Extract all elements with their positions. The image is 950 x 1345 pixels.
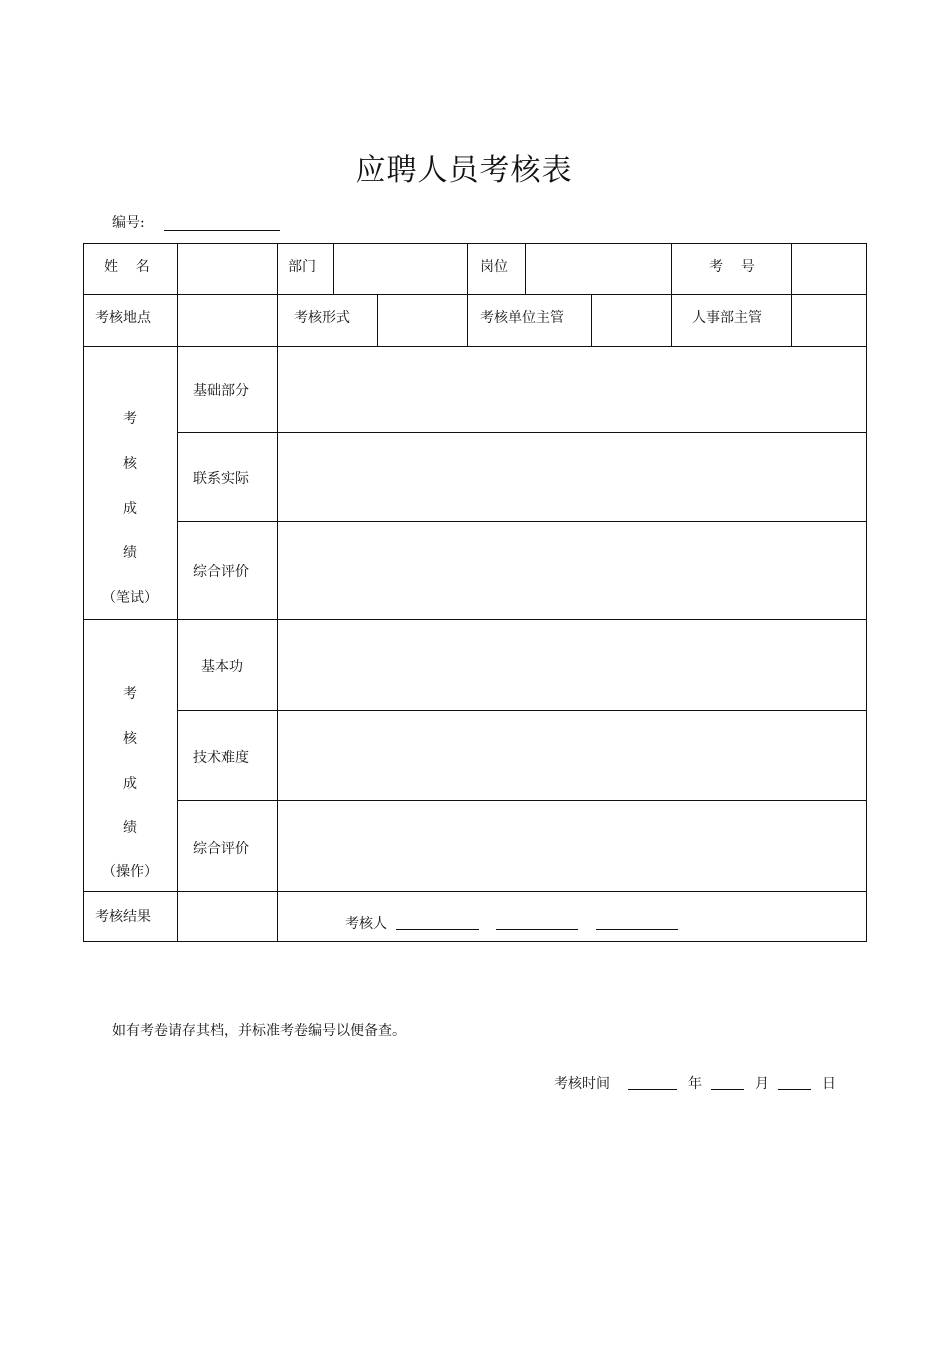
group-char: （笔试）: [102, 590, 158, 606]
technical-difficulty-label: 技术难度: [193, 750, 249, 766]
page-title: 应聘人员考核表: [355, 153, 573, 188]
unit-supervisor-field[interactable]: [592, 295, 671, 346]
year-input-line[interactable]: [628, 1089, 677, 1090]
unit-supervisor-label: 考核单位主管: [480, 310, 564, 326]
col-divider: [467, 243, 468, 346]
practical-overall-label: 综合评价: [193, 841, 249, 857]
basics-label: 基础部分: [193, 383, 249, 399]
exam-number-label: 考 号: [709, 259, 755, 275]
table-border-right: [866, 243, 867, 942]
exam-date-label: 考核时间: [554, 1076, 610, 1092]
group-char: 考: [123, 686, 137, 702]
examiner-label: 考核人: [345, 916, 387, 932]
serial-label: 编号:: [112, 215, 145, 231]
position-field[interactable]: [526, 244, 671, 294]
practical-overall-field[interactable]: [278, 801, 866, 891]
written-overall-label: 综合评价: [193, 564, 249, 580]
hr-supervisor-label: 人事部主管: [692, 310, 762, 326]
hr-supervisor-field[interactable]: [792, 295, 866, 346]
practical-application-label: 联系实际: [193, 471, 249, 487]
basics-field[interactable]: [278, 347, 866, 432]
exam-location-field[interactable]: [178, 295, 277, 346]
name-field[interactable]: [178, 244, 277, 294]
examiner-signature-line[interactable]: [396, 929, 479, 930]
month-label: 月: [755, 1076, 769, 1092]
position-label: 岗位: [480, 259, 508, 275]
col-divider: [671, 243, 672, 346]
table-border-bottom: [83, 941, 867, 942]
group-char: 成: [123, 501, 137, 517]
group-char: 考: [123, 411, 137, 427]
footnote: 如有考卷请存其档，并标准考卷编号以便备查。: [112, 1023, 406, 1039]
department-label: 部门: [288, 259, 316, 275]
practical-application-field[interactable]: [278, 433, 866, 521]
exam-location-label: 考核地点: [95, 310, 151, 326]
name-label: 姓 名: [104, 259, 150, 275]
day-input-line[interactable]: [778, 1089, 811, 1090]
group-char: 绩: [123, 820, 137, 836]
examiner-signature-line[interactable]: [596, 929, 678, 930]
technical-difficulty-field[interactable]: [278, 711, 866, 800]
month-input-line[interactable]: [711, 1089, 744, 1090]
result-label: 考核结果: [95, 909, 151, 925]
written-overall-field[interactable]: [278, 522, 866, 619]
fundamentals-field[interactable]: [278, 620, 866, 710]
exam-number-field[interactable]: [792, 244, 866, 294]
group-char: 绩: [123, 545, 137, 561]
result-field[interactable]: [178, 892, 277, 941]
group-char: 核: [123, 456, 137, 472]
exam-form-label: 考核形式: [294, 310, 350, 326]
col-divider: [177, 243, 178, 942]
examiner-signature-line[interactable]: [496, 929, 578, 930]
serial-input-line[interactable]: [164, 230, 280, 231]
day-label: 日: [822, 1076, 836, 1092]
fundamentals-label: 基本功: [201, 659, 243, 675]
department-field[interactable]: [334, 244, 467, 294]
group-char: 核: [123, 731, 137, 747]
group-char: （操作）: [102, 864, 158, 880]
exam-form-field[interactable]: [378, 295, 467, 346]
year-label: 年: [688, 1076, 702, 1092]
group-char: 成: [123, 776, 137, 792]
